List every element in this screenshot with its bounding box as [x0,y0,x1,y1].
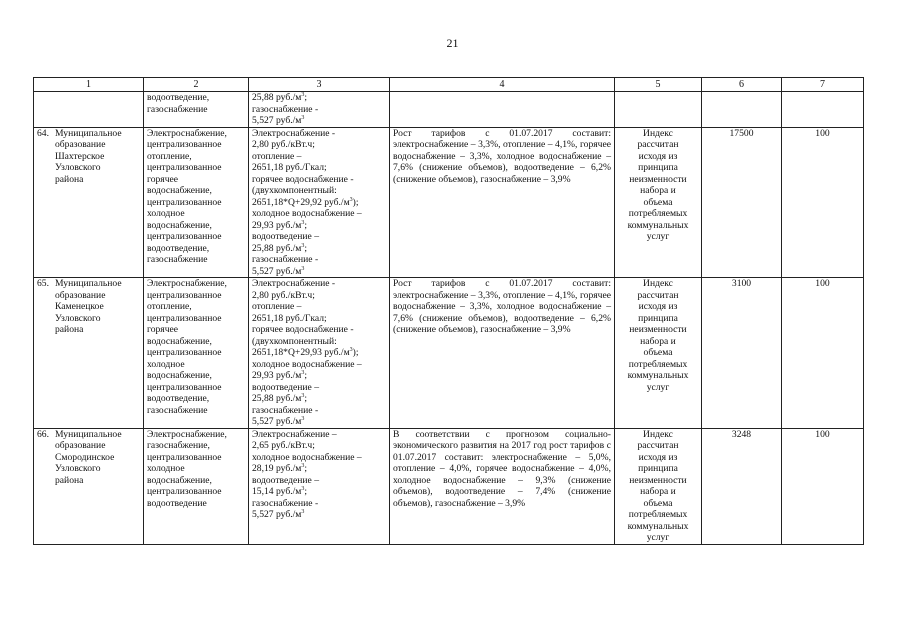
text-line: горячее водоснабжение - [252,324,354,335]
text-line: газоснабжение [147,254,208,265]
text-line: водоснабжение, [147,370,212,381]
text-line: района [55,474,84,486]
text-line: 2,65 руб./кВт.ч; [252,440,315,451]
text-line: коммунальных [627,520,689,532]
text-line: 29,93 $руб./м^3$; [252,219,308,231]
municipality-word: Муниципальное [55,127,122,139]
text-line: набора и [640,335,676,347]
text-line: водоотведение, [147,393,210,404]
text-line: Индекс [643,278,673,289]
text-line: отопление – [252,301,302,312]
cell-services [144,428,249,544]
cell-services [144,92,249,128]
text-line: принципа [638,312,678,324]
cell-tariffs [249,428,390,544]
text-line: 25,88 $руб./м^3$; [252,242,308,254]
text-line: холодное [147,208,185,219]
text-line: 25,88 $руб./м^3$; [252,91,308,103]
text-line: централизованное [147,347,222,358]
text-line: образование [55,139,106,150]
text-line: Электроснабжение - [252,127,336,139]
text-line: водоотведение, [147,92,210,103]
text-line: потребляемых [628,509,688,520]
cell-growth [390,127,615,278]
text-line: 29,93 $руб./м^3$; [252,369,308,381]
text-line: Смородинское [55,451,115,463]
cell-share: 100 [782,278,864,429]
text-line: района [55,173,84,185]
cell-population: 3248 [702,428,782,544]
continuation-row [34,92,864,128]
text-line: объема [643,347,673,358]
text-line: исходя из [638,451,678,463]
text-line: объема [643,497,673,509]
text-line: водоотведение – [252,231,319,242]
text-line: Электроснабжение - [252,278,336,289]
text-line: холодное [147,358,185,370]
text-line: 2651,18*Q+29,92 $руб./м^3$); [252,196,359,208]
column-header: 3 [249,78,390,92]
text-line: горячее [147,324,179,335]
text-line: водоснабжение, [147,335,212,347]
column-header: 1 [34,78,144,92]
text-line: услуг [646,532,670,543]
text-line: неизменности [629,324,687,335]
text-line: водоотведение, [147,242,210,254]
text-line: централизованное [147,162,222,173]
text-line: газоснабжение, [147,440,210,451]
text-line: коммунальных [627,219,689,231]
table-header-row [34,78,864,92]
cell-empty [702,92,782,128]
text-line: централизованное [147,486,222,497]
text-line: Электроснабжение – [252,428,337,440]
text-line: газоснабжение - [252,254,319,265]
text-line: газоснабжение - [252,404,319,416]
table-row [34,127,864,278]
text-line: 5,527 $руб./м^3$ [252,415,305,427]
text-line: Электроснабжение, [147,428,227,440]
text-line: объема [643,196,673,208]
text-line: водоотведение – [252,474,319,486]
cell-index [615,127,702,278]
text-line: Узловского [55,463,101,474]
text-line: 2651,18 руб./Гкал; [252,162,327,173]
text-line: 5,527 $руб./м^3$ [252,508,305,520]
text-line: образование [55,440,106,451]
cell-services [144,278,249,429]
text-line: района [55,324,84,335]
text-line: исходя из [638,301,678,312]
text-line: централизованное [147,196,222,208]
text-line: потребляемых [628,208,688,219]
text-line: образование [55,289,106,301]
text-line: 15,14 $руб./м^3$; [252,485,308,497]
row-number: 66. [37,428,49,440]
text-line: отопление, [147,301,192,312]
text-line: 28,19 $руб./м^3$; [252,462,308,474]
text-line [37,278,140,290]
column-header: 4 [390,78,615,92]
cell-share: 100 [782,127,864,278]
cell-empty [34,92,144,128]
municipality-word: Муниципальное [55,278,122,289]
text-line: централизованное [147,231,222,242]
text-line: неизменности [629,474,687,486]
text-line: набора и [640,185,676,196]
text-line: Индекс [643,127,673,139]
text-line: 2651,18 руб./Гкал; [252,312,327,324]
text-line: горячее [147,173,179,185]
text-line: Шахтерское [55,150,105,162]
text-line: Узловского [55,162,101,173]
table-row [34,278,864,429]
text-line: 25,88 $руб./м^3$; [252,392,308,404]
cell-growth [390,278,615,429]
text-line: 2651,18*Q+29,93 $руб./м^3$); [252,346,359,358]
text-line: водоснабжение, [147,219,212,231]
text-line: газоснабжение [147,404,208,416]
text-line: Электроснабжение, [147,278,227,289]
text-line: горячее водоснабжение - [252,173,354,185]
text-line: холодное водоснабжение – [252,451,362,463]
growth-text: Рост тарифов с 01.07.2017 составит: электроснабжение – 3,3%, отопление – 4,1%, горячее водоснабжение – 3,3%, холодное водоснабжение – 7,6% (снижение объемов), водоотведение – 6,2% (снижение объемов), газоснабжение – 3,9% [393,127,611,185]
text-line: 2,80 руб./кВт.ч; [252,289,315,301]
cell-municipality [34,127,144,278]
cell-empty [782,92,864,128]
text-line: централизованное [147,139,222,150]
text-line [37,128,140,140]
text-line: рассчитан [637,289,679,301]
text-line: централизованное [147,289,222,301]
cell-municipality [34,428,144,544]
text-line: водоотведение [147,497,207,509]
text-line: набора и [640,486,676,497]
text-line [37,429,140,441]
growth-text: В соответствии с прогнозом социально-экономического развития на 2017 год рост тарифов с 01.07.2017 составит: электроснабжение – 5,0%, отопление – 4,0%, горячее водоснабжение – 4,0%, холодное водоснабжение – 9,3% (снижение объемов), водоотведение – 7,4% (снижение объемов), газоснабжение – 3,9% [393,428,611,509]
text-line: 5,527 $руб./м^3$ [252,114,305,126]
text-line: Электроснабжение, [147,127,227,139]
text-line: 2,80 руб./кВт.ч; [252,139,315,150]
text-line: услуг [646,231,670,242]
text-line: водоснабжение, [147,185,212,196]
cell-index [615,428,702,544]
cell-empty [615,92,702,128]
text-line: принципа [638,162,678,173]
column-header: 5 [615,78,702,92]
text-line: Индекс [643,428,673,440]
text-line: Каменецкое [55,301,104,312]
text-line: (двухкомпонентный: [252,185,337,196]
column-header: 2 [144,78,249,92]
text-line: газоснабжение - [252,103,319,115]
text-line: отопление, [147,150,192,162]
text-line: холодное водоснабжение – [252,358,362,370]
cell-tariffs [249,278,390,429]
text-line: водоснабжение, [147,474,212,486]
text-line: 5,527 $руб./м^3$ [252,265,305,277]
text-line: холодное водоснабжение – [252,208,362,219]
cell-municipality [34,278,144,429]
growth-text: Рост тарифов с 01.07.2017 составит: электроснабжение – 3,3%, отопление – 4,1%, горячее водоснабжение – 3,3%, холодное водоснабжение – 7,6% (снижение объемов), водоотведение – 6,2% (снижение объемов), газоснабжение – 3,9% [393,278,611,335]
text-line: водоотведение – [252,381,319,393]
cell-share: 100 [782,428,864,544]
text-line: централизованное [147,381,222,393]
text-line: потребляемых [628,358,688,370]
text-line: коммунальных [627,370,689,381]
cell-population: 17500 [702,127,782,278]
cell-growth [390,428,615,544]
text-line: газоснабжение [147,103,208,115]
tariff-table [33,77,864,545]
municipality-word: Муниципальное [55,428,122,440]
page-number: 21 [446,36,459,50]
table-row [34,428,864,544]
text-line: услуг [646,381,670,393]
cell-services [144,127,249,278]
text-line: отопление – [252,150,302,162]
text-line: централизованное [147,451,222,463]
text-line: газоснабжение - [252,497,319,509]
text-line: принципа [638,463,678,474]
cell-tariffs [249,127,390,278]
column-header: 7 [782,78,864,92]
cell-tariffs [249,92,390,128]
column-header: 6 [702,78,782,92]
cell-index [615,278,702,429]
text-line: холодное [147,463,185,474]
text-line: централизованное [147,312,222,324]
cell-population: 3100 [702,278,782,429]
row-number: 65. [37,278,49,289]
row-number: 64. [37,127,49,139]
cell-empty [390,92,615,128]
text-line: (двухкомпонентный: [252,335,337,347]
text-line: неизменности [629,173,687,185]
text-line: рассчитан [637,440,679,451]
text-line: исходя из [638,150,678,162]
text-line: рассчитан [637,139,679,150]
text-line: Узловского [55,312,101,324]
